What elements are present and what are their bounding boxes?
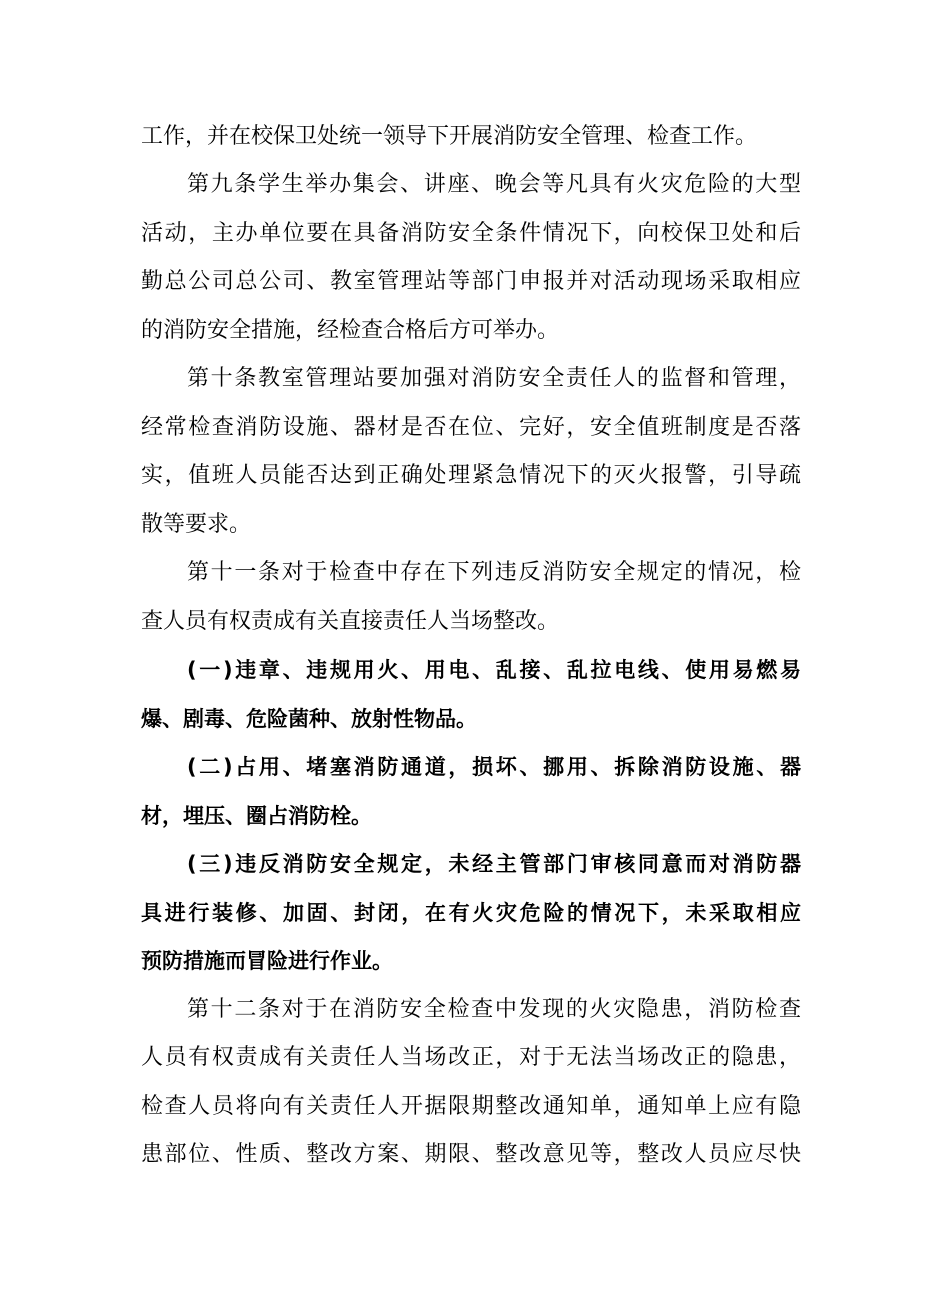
article-9-line-2: 活动，主办单位要在具备消防安全条件情况下，向校保卫处和后 (141, 221, 801, 246)
item-2-line-1: (二)占用、堵塞消防通道，损坏、挪用、拆除消防设施、器 (187, 755, 801, 779)
article-11-line-1: 第十一条对于检查中存在下列违反消防安全规定的情况，检 (187, 560, 801, 585)
item-3-line-1: (三)违反消防安全规定，未经主管部门审核同意而对消防器 (187, 852, 801, 876)
article-9-line-1: 第九条学生举办集会、讲座、晚会等凡具有火灾危险的大型 (187, 172, 801, 197)
article-10-line-3: 实，值班人员能否达到正确处理紧急情况下的灭火报警，引导疏 (141, 463, 801, 488)
article-9-line-3: 勤总公司总公司、教室管理站等部门申报并对活动现场采取相应 (141, 269, 801, 294)
article-10-line-4: 散等要求。 (141, 512, 252, 537)
item-3-line-2: 具进行装修、加固、封闭，在有火灾危险的情况下，未采取相应 (141, 901, 801, 925)
item-2-line-2: 材，埋压、圈占消防栓。 (141, 804, 372, 828)
item-1-line-2: 爆、剧毒、危险菌种、放射性物品。 (141, 707, 477, 731)
article-12-line-3: 检查人员将向有关责任人开据限期整改通知单，通知单上应有隐 (141, 1094, 801, 1119)
article-12-line-4: 患部位、性质、整改方案、期限、整改意见等，整改人员应尽快 (141, 1142, 801, 1167)
item-1-line-1: (一)违章、违规用火、用电、乱接、乱拉电线、使用易燃易 (187, 658, 801, 682)
item-3-line-3: 预防措施而冒险进行作业。 (141, 949, 393, 973)
article-11-line-2: 查人员有权责成有关直接责任人当场整改。 (141, 609, 560, 634)
article-10-line-1: 第十条教室管理站要加强对消防安全责任人的监督和管理， (187, 366, 801, 391)
article-12-line-1: 第十二条对于在消防安全检查中发现的火灾隐患，消防检查 (187, 997, 801, 1022)
article-12-line-2: 人员有权责成有关责任人当场改正，对于无法当场改正的隐患， (141, 1045, 801, 1070)
article-9-line-4: 的消防安全措施，经检查合格后方可举办。 (141, 318, 560, 343)
article-10-line-2: 经常检查消防设施、器材是否在位、完好，安全值班制度是否落 (141, 415, 801, 440)
paragraph-continuation-line-1: 工作，并在校保卫处统一领导下开展消防安全管理、检查工作。 (141, 124, 758, 149)
